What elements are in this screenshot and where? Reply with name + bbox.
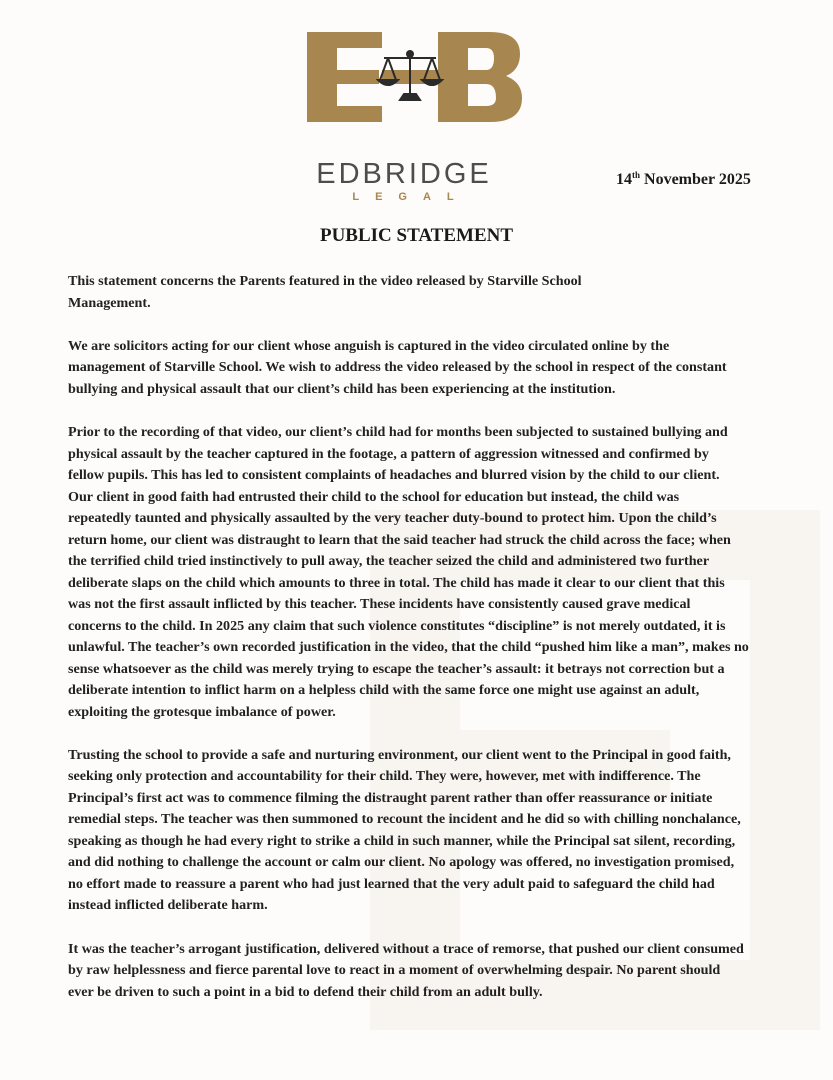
text-line: ever be driven to such a point in a bid to defend their child from an adult bully.: [68, 983, 543, 1000]
brand-name: EDBRIDGE: [316, 158, 492, 190]
text-line: Our client in good faith had entrusted their child to the school for education but instead, the child was: [68, 488, 680, 505]
text-line: Principal’s first act was to commence filming the distraught parent rather than offer reassurance or initiate: [68, 789, 713, 806]
text-line: seeking only protection and accountability for their child. They were, however, met with indifference. The: [68, 768, 701, 785]
text-line: unlawful. The teacher’s own recorded justification in the video, that the child “pushed him like a man”, makes no: [68, 639, 749, 656]
text-line: We are solicitors acting for our client whose anguish is captured in the video circulated online by the: [68, 337, 670, 354]
text-line: fellow pupils. This has led to consistent complaints of headaches and blurred vision by the child to our client.: [68, 467, 720, 484]
text-line: physical assault by the teacher captured in the footage, a pattern of aggression witnessed and confirmed by: [68, 445, 709, 462]
text-line: by raw helplessness and fierce parental love to react in a moment of overwhelming despair. No parent should: [68, 962, 721, 979]
text-line: deliberate intention to inflict harm on a helpless child with the same force one might use against an adult,: [68, 682, 700, 699]
text-line: instead inflicted deliberate harm.: [68, 897, 268, 914]
page-title: PUBLIC STATEMENT: [319, 225, 514, 246]
text-line: management of Starville School. We wish to address the video released by the school in respect of the constant: [68, 359, 727, 376]
text-line: sense whatsoever as the child was merely trying to escape the teacher’s assault: it betrays not correction but a: [68, 660, 725, 677]
date-suffix: th: [632, 170, 641, 180]
text-line: concerns to the child. In 2025 any claim that such violence constitutes “discipline” is not merely outdated, it is: [68, 617, 726, 634]
text-line: deliberate slaps on the child which amounts to three in total. The child has made it clear to our client that this: [68, 574, 725, 591]
text-line: This statement concerns the Parents featured in the video released by Starville School: [68, 273, 582, 289]
text-line: was not the first assault inflicted by this teacher. These incidents have consistently caused grave medical: [68, 596, 691, 613]
text-line: Management.: [68, 294, 151, 311]
paragraph: [68, 745, 768, 917]
paragraph: [68, 422, 768, 723]
letterhead-logo: [300, 28, 530, 203]
statement-body: [68, 271, 768, 1025]
letter-date: [616, 170, 751, 189]
paragraph: [68, 336, 768, 401]
text-line: Prior to the recording of that video, our client’s child had for months been subjected to sustained bullying and: [68, 424, 728, 441]
eb-monogram-logo: [300, 28, 530, 128]
paragraph: [68, 939, 768, 1004]
text-line: It was the teacher’s arrogant justification, delivered without a trace of remorse, that pushed our client consumed: [68, 940, 744, 957]
text-line: no effort made to reassure a parent who had just learned that the very adult paid to safeguard the child had: [68, 875, 715, 892]
date-month-year: November 2025: [644, 171, 751, 188]
text-line: bullying and physical assault that our client’s child has been experiencing at the institution.: [68, 380, 616, 397]
text-line: Trusting the school to provide a safe and nurturing environment, our client went to the Principal in good faith,: [68, 746, 731, 763]
text-line: and did nothing to challenge the account or calm our client. No apology was offered, no investigation promised,: [68, 854, 735, 871]
paragraph: [68, 271, 768, 314]
text-line: remedial steps. The teacher was then summoned to recount the incident and he did so with chilling nonchalance,: [68, 811, 741, 828]
text-line: the terrified child tried instinctively to pull away, the teacher seized the child and administered two further: [68, 553, 710, 570]
date-day: 14: [616, 171, 632, 188]
brand-subtitle: LEGAL: [352, 191, 470, 203]
text-line: return home, our client was distraught to learn that the said teacher had struck the child across the face; when: [68, 531, 731, 548]
text-line: exploiting the grotesque imbalance of power.: [68, 703, 336, 720]
text-line: speaking as though he had every right to strike a child in such manner, while the Principal sat silent, recording,: [68, 832, 736, 849]
text-line: repeatedly taunted and physically assaulted by the very teacher duty-bound to protect him. Upon the child’s: [68, 510, 717, 527]
